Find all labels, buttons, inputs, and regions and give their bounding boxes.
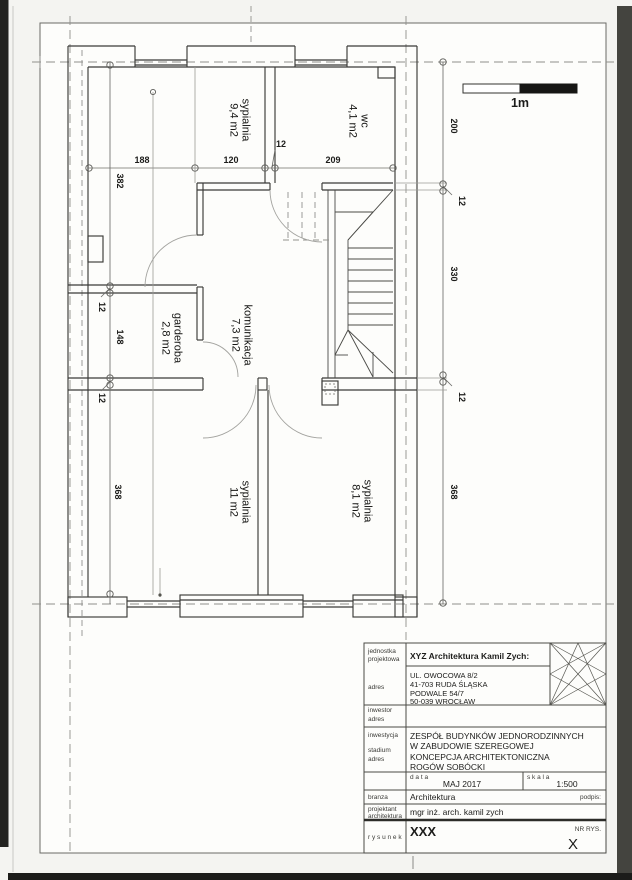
project-line-4: ROGÓW SOBÓCKI: [410, 762, 486, 772]
dim-top-188: 188: [134, 155, 150, 165]
room-area: 2,8 m2: [159, 321, 172, 355]
paper-frame: [40, 23, 606, 853]
room-label-sypialnia-81: [350, 480, 374, 524]
label-inwestor-adres: adres: [368, 716, 385, 723]
label-projektant-2: architektura: [368, 813, 402, 820]
label-skala: s k a l a: [527, 774, 550, 781]
firm-address-1: UL. OWOCOWA 8/2: [410, 671, 478, 680]
label-jednostka-2: projektowa: [368, 656, 400, 663]
value-branza: Architektura: [410, 792, 456, 802]
room-area: 8,1 m2: [349, 484, 362, 518]
scale-bar-black: [520, 84, 577, 93]
project-line-3: KONCEPCJA ARCHITEKTONICZNA: [410, 752, 550, 762]
room-name: garderoba: [171, 312, 184, 364]
room-name: wc: [358, 114, 371, 128]
dim-top-120: 120: [223, 155, 239, 165]
room-label-sypialnia-94: [228, 99, 252, 143]
value-skala: 1:500: [556, 779, 578, 789]
dim-top-209: 209: [325, 155, 341, 165]
scale-bar-label: 1m: [510, 96, 530, 110]
label-jednostka-1: jednostka: [368, 648, 396, 655]
value-rysunek: XXX: [410, 824, 437, 839]
label-inwestor: inwestor: [368, 707, 393, 714]
label-stadium-adres: adres: [368, 756, 385, 763]
room-name: sypialnia: [361, 479, 374, 523]
project-line-1: ZESPÓŁ BUDYNKÓW JEDNORODZINNYCH: [410, 731, 584, 741]
project-line-2: W ZABUDOWIE SZEREGOWEJ: [410, 741, 534, 751]
label-stadium: stadium: [368, 747, 391, 754]
scale-bar-white: [463, 84, 520, 93]
label-data: d a t a: [410, 774, 429, 781]
room-name: sypialnia: [239, 98, 252, 142]
room-area: 11 m2: [227, 487, 240, 517]
label-nr-rys: NR RYS.: [574, 826, 601, 833]
dim-right-330: 330: [449, 266, 459, 282]
scan-edge-right: [617, 6, 632, 873]
label-projektant-1: projektant: [368, 806, 397, 813]
dim-left-12b: 12: [97, 392, 107, 404]
label-inwestycja: inwestycja: [368, 732, 398, 739]
firm-address-3: PODWALE 54/7: [410, 689, 464, 698]
label-podpis: podpis:: [580, 794, 601, 801]
value-nr-rys: X: [567, 836, 579, 853]
label-adres: adres: [368, 684, 385, 691]
scan-edge-left: [0, 0, 9, 847]
label-branza: branza: [368, 794, 388, 801]
dim-top-12: 12: [275, 139, 287, 149]
dim-right-12b: 12: [457, 391, 467, 403]
room-area: 7,3 m2: [229, 318, 242, 352]
dim-left-12a: 12: [97, 301, 107, 313]
room-name: komunikacja: [241, 304, 254, 366]
dim-left-382: 382: [115, 173, 125, 189]
value-data: MAJ 2017: [442, 779, 482, 789]
dim-left-148: 148: [115, 329, 125, 345]
dim-right-12a: 12: [457, 195, 467, 207]
room-area: 4,1 m2: [346, 104, 359, 138]
dim-right-200: 200: [449, 118, 459, 134]
scan-edge-bottom: [8, 873, 632, 880]
firm-name: XYZ Architektura Kamil Zych:: [410, 651, 530, 661]
firm-address-2: 41-703 RUDA ŚLĄSKA: [410, 680, 488, 689]
label-rysunek: r y s u n e k: [368, 834, 402, 841]
value-projektant: mgr inż. arch. kamil zych: [410, 807, 504, 817]
dim-right-368: 368: [449, 484, 459, 500]
room-name: sypialnia: [239, 480, 252, 524]
dim-left-368: 368: [113, 484, 123, 500]
firm-address-4: 50-039 WROCŁAW: [410, 697, 476, 706]
room-area: 9,4 m2: [227, 103, 240, 137]
